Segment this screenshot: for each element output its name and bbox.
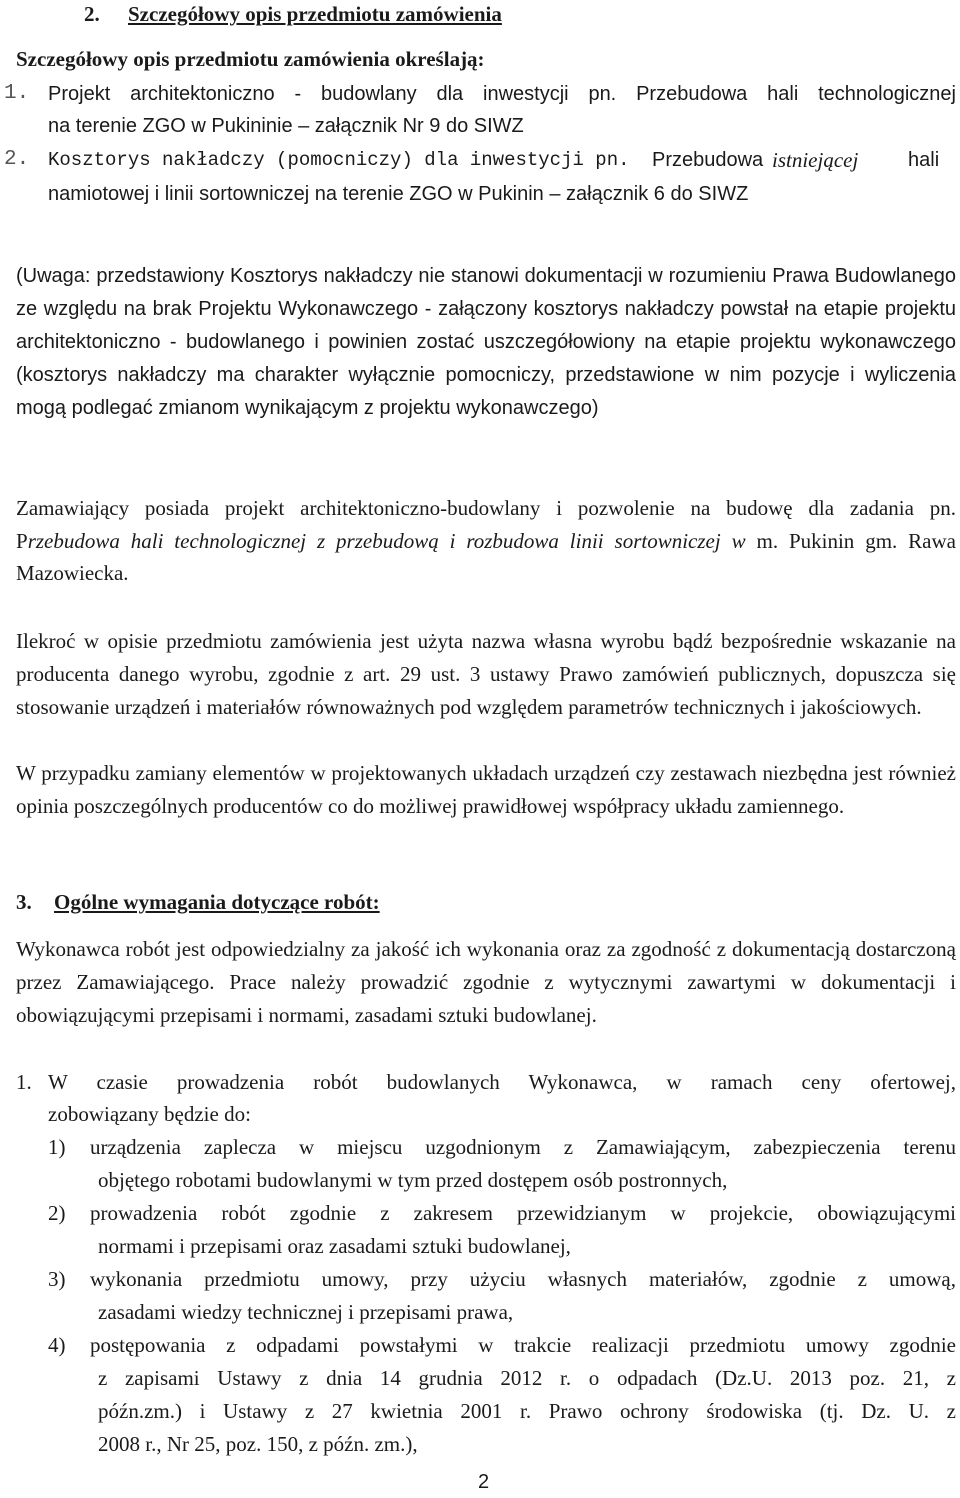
paragraph-ilekroc: Ilekroć w opisie przedmiotu zamówienia jest użyta nazwa własna wyrobu bądź bezpośrednie wskazanie na producenta danego wyrobu, zgodnie z art. 29 ust. 3 ustawy Prawo zamówień publicznych, dopuszcza się stosowanie urządzeń i materiałów równoważnych pod względem parametrów technicznych i jakościowych. <box>16 629 956 719</box>
note-paragraph: (Uwaga: przedstawiony Kosztorys nakładczy nie stanowi dokumentacji w rozumieniu Prawa Budowlanego ze względu na brak Projektu Wykonawczego - załączony kosztorys nakładczy powstał na etapie projektu architektoniczno - budowlanego i powinien zostać uszczegółowiony na etapie projektu wykonawczego (kosztorys nakładczy ma charakter wyłącznie pomocniczy, przedstawione w nim pozycje i wyliczenia mogą podlegać zmianom wynikającym z projektu wykonawczego) <box>16 265 956 419</box>
list-item-number: 1. <box>4 82 30 105</box>
subitem-text: urządzenia zaplecza w miejscu uzgodnionym z Zamawiającym, zabezpieczenia terenu <box>90 1135 956 1159</box>
list-item-text: na terenie ZGO w Pukininie – załącznik Nr 9 do SIWZ <box>48 115 524 137</box>
list-item-text: Kosztorys nakładczy (pomocniczy) dla inwestycji pn. <box>48 149 630 171</box>
subitem-number: 1) <box>48 1135 66 1159</box>
subitem-number: 2) <box>48 1201 66 1225</box>
paragraph-zamawiajacy <box>16 492 956 590</box>
list-item-text: W czasie prowadzenia robót budowlanych Wykonawca, w ramach ceny ofertowej, <box>48 1070 956 1094</box>
section-2-title: Szczegółowy opis przedmiotu zamówienia <box>128 2 502 26</box>
subitem-number: 3) <box>48 1267 66 1291</box>
list-item-text-italic: istniejącej <box>772 148 859 172</box>
section-3-number: 3. <box>16 890 32 914</box>
subitem-text: wykonania przedmiotu umowy, przy użyciu własnych materiałów, zgodnie z umową, <box>90 1267 956 1291</box>
paragraph-text: m. Pukinin gm. Rawa Mazowiecka. <box>16 528 956 585</box>
list-item-number: 2. <box>4 148 30 171</box>
subitem-number: 4) <box>48 1333 66 1357</box>
section-2-subtitle: Szczegółowy opis przedmiotu zamówienia określają: <box>16 47 485 71</box>
subitem-text: zasadami wiedzy technicznej i przepisami prawa, <box>98 1300 514 1324</box>
subitem-text: normami i przepisami oraz zasadami sztuki budowlanej, <box>98 1234 571 1258</box>
subitem-text: objętego robotami budowlanymi w tym przed dostępem osób postronnych, <box>98 1168 728 1192</box>
list-item-number: 1. <box>16 1070 32 1094</box>
page-number: 2 <box>478 1471 490 1493</box>
subitem-text: prowadzenia robót zgodnie z zakresem przewidzianym w projekcie, obowiązującymi <box>90 1201 956 1225</box>
paragraph-wykonawca: Wykonawca robót jest odpowiedzialny za jakość ich wykonania oraz za zgodność z dokumentacją dostarczoną przez Zamawiającego. Prace należy prowadzić zgodnie z wytycznymi zawartymi w dokumentacji i obowiązującymi przepisami i normami, zasadami sztuki budowlanej. <box>16 937 956 1027</box>
paragraph-zamiana: W przypadku zamiany elementów w projektowanych układach urządzeń czy zestawach niezbędna jest również opinia poszczególnych producentów co do możliwej prawidłowej współpracy układu zamiennego. <box>16 761 956 818</box>
paragraph-text: Zamawiający posiada projekt architektoniczno-budowlany i pozwolenie na budowę dla zadania pn. P <box>16 496 956 553</box>
list-item-text: namiotowej i linii sortowniczej na terenie ZGO w Pukinin – załącznik 6 do SIWZ <box>48 183 749 205</box>
subitem-text: późn.zm.) i Ustawy z 27 kwietnia 2001 r. Prawo ochrony środowiska (tj. Dz. U. z <box>98 1399 956 1423</box>
subitem-text: 2008 r., Nr 25, poz. 150, z późn. zm.), <box>98 1432 418 1456</box>
list-item-text: zobowiązany będzie do: <box>48 1102 251 1126</box>
subitem-text: postępowania z odpadami powstałymi w trakcie realizacji przedmiotu umowy zgodnie <box>90 1333 956 1357</box>
section-3-title: Ogólne wymagania dotyczące robót: <box>54 890 380 914</box>
list-item-text: Projekt architektoniczno - budowlany dla inwestycji pn. Przebudowa hali technologicznej <box>48 83 956 105</box>
list-item-text: hali <box>908 149 940 171</box>
subitem-text: z zapisami Ustawy z dnia 14 grudnia 2012 r. o odpadach (Dz.U. 2013 poz. 21, z <box>98 1366 956 1390</box>
list-item-text: Przebudowa <box>652 149 764 171</box>
paragraph-text-italic: rzebudowa hali technologicznej z przebudową i rozbudowa linii sortowniczej w <box>27 528 746 553</box>
section-2-number: 2. <box>84 2 100 26</box>
